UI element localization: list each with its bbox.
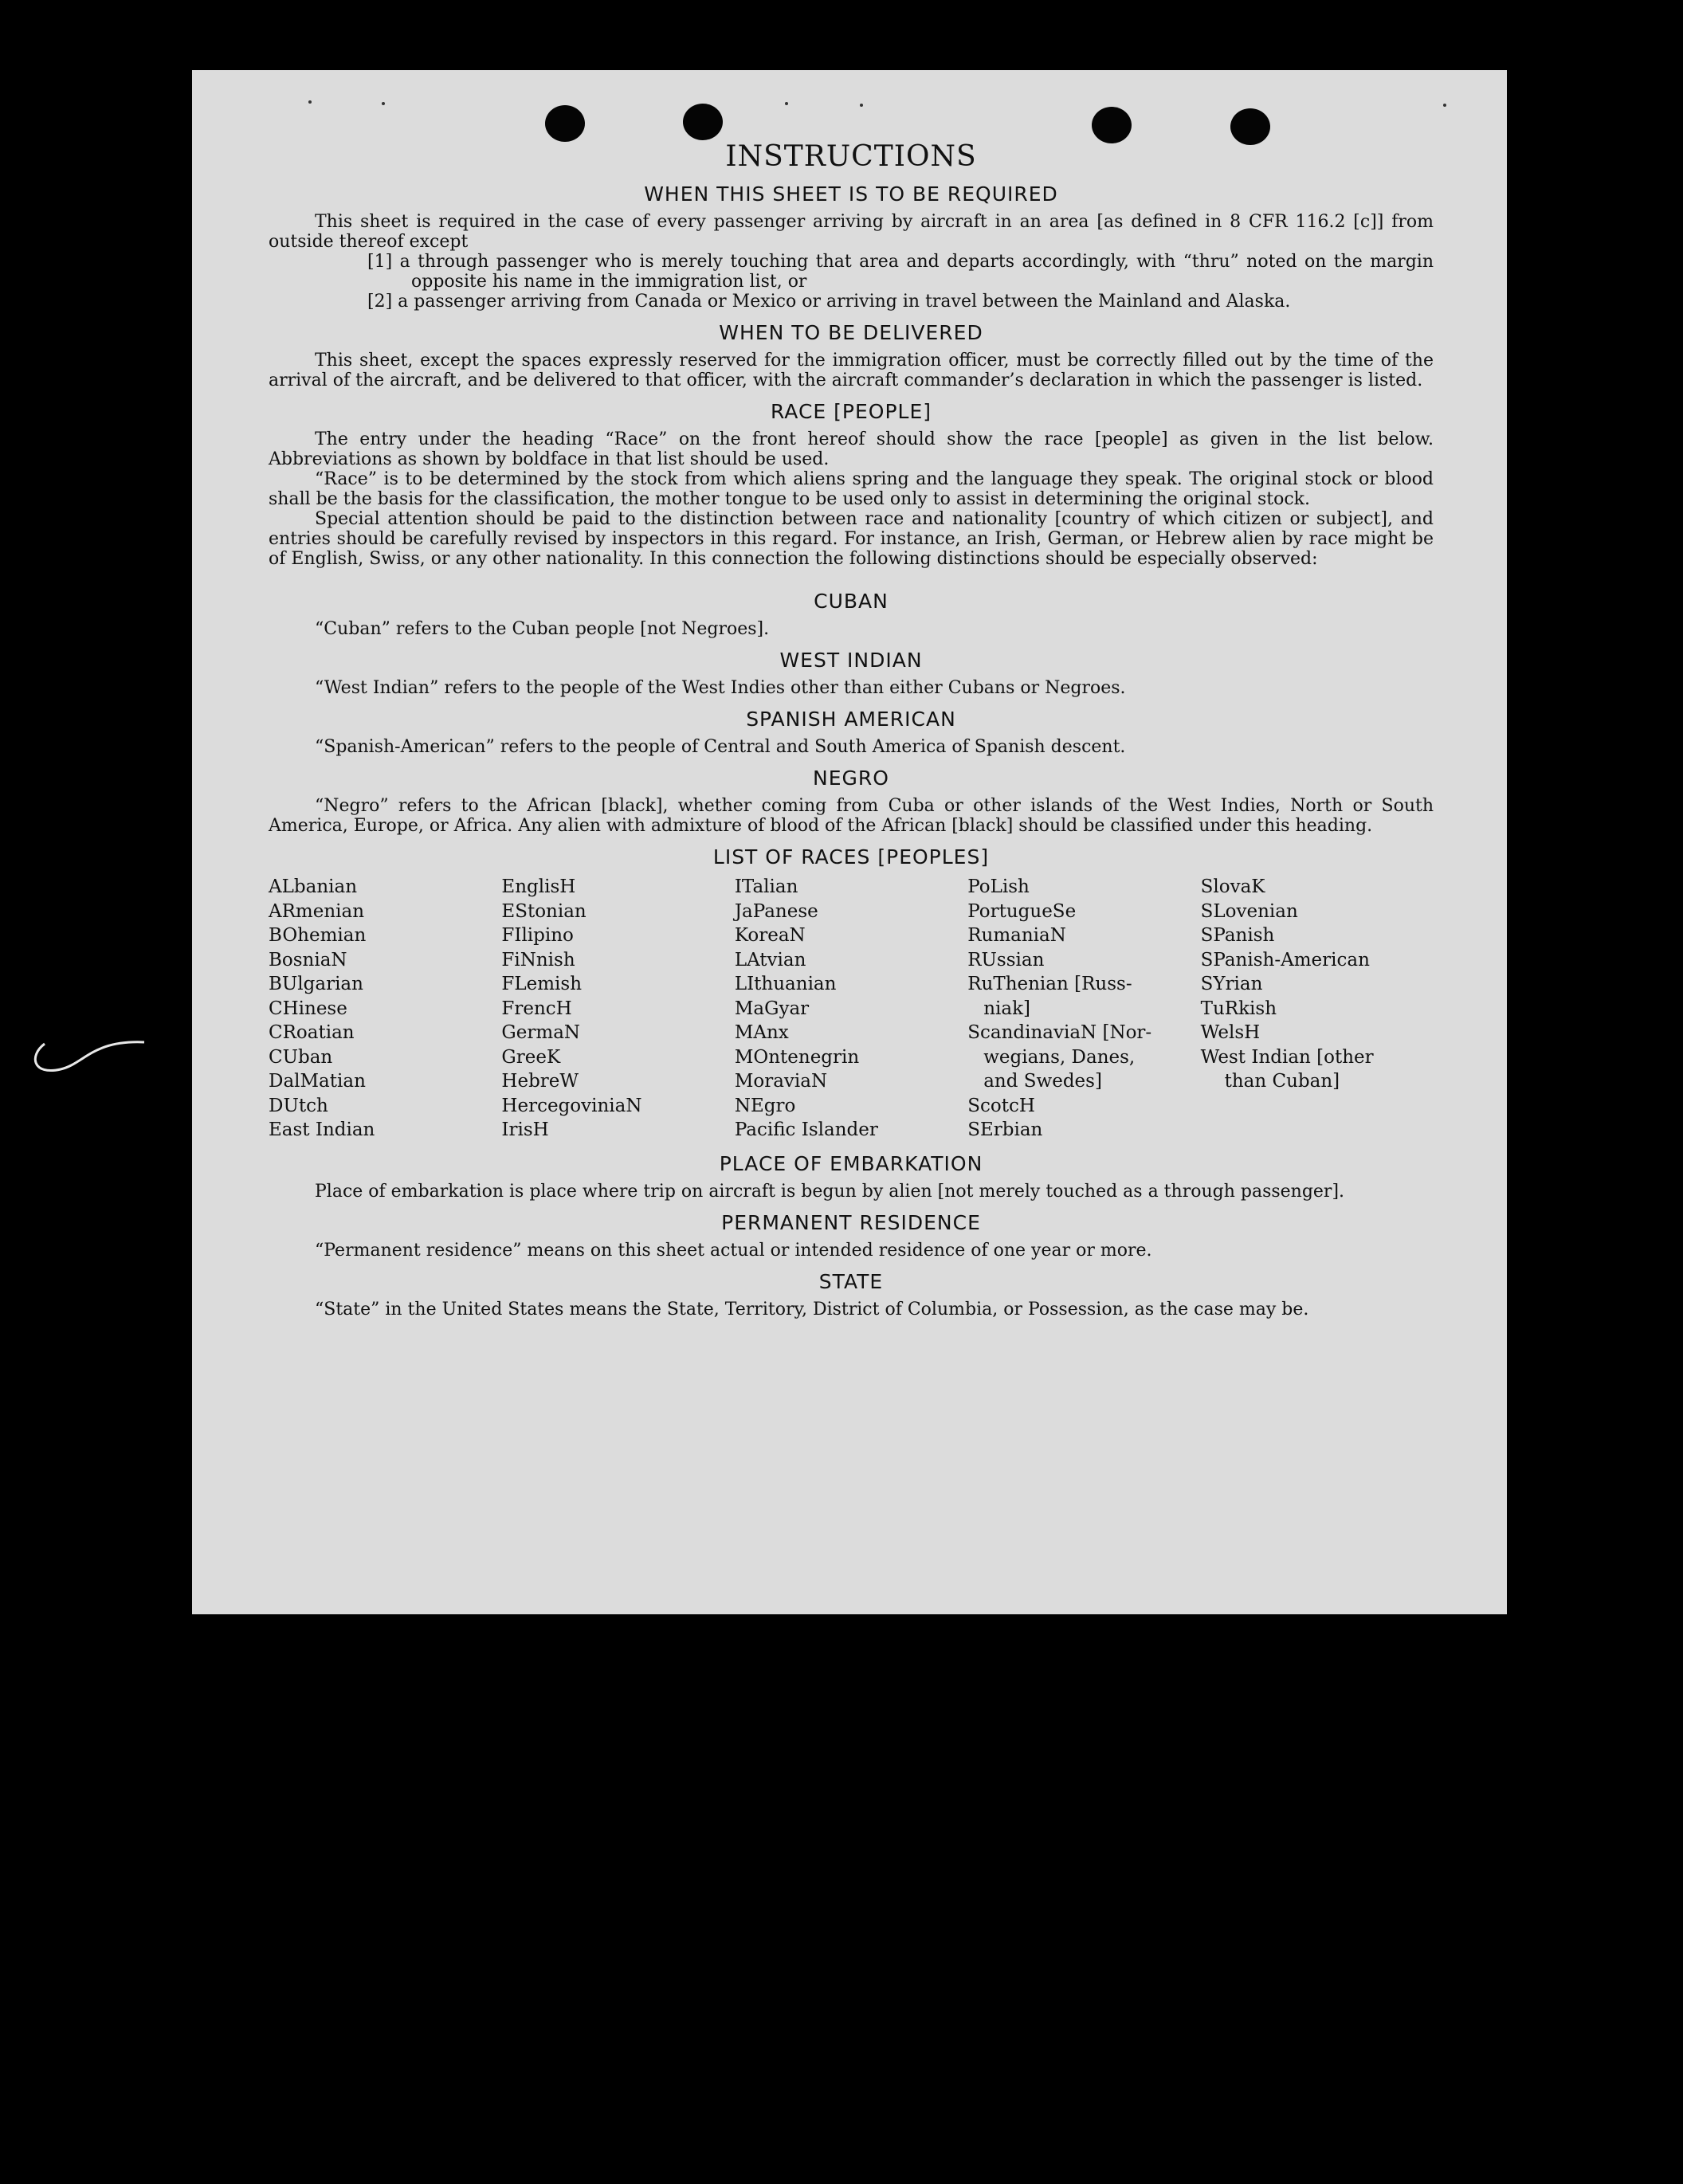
- race-entry: DUtch: [269, 1095, 328, 1116]
- race-entry: FIlipino: [501, 925, 574, 946]
- paragraph: The entry under the heading “Race” on the front hereof should show the race [people] as given in the list below. Abbreviations as shown by boldface in that list should be used.: [269, 429, 1434, 469]
- race-entry: BosniaN: [269, 949, 347, 970]
- race-entry: CHinese: [269, 998, 347, 1019]
- race-entry: ScandinaviaN [Nor-: [967, 1022, 1152, 1043]
- race-entry: EnglisH: [501, 876, 576, 897]
- race-entry: JaPanese: [734, 900, 818, 922]
- race-entry: SLovenian: [1200, 900, 1298, 922]
- page-title: INSTRUCTIONS: [725, 140, 977, 173]
- speck: [785, 102, 788, 105]
- section-heading-embarkation: PLACE OF EMBARKATION: [719, 1151, 983, 1175]
- races-column-3: [735, 875, 967, 1143]
- race-entry: MOntenegrin: [734, 1046, 860, 1068]
- section-heading-west-indian: WEST INDIAN: [779, 649, 923, 672]
- paragraph: “Negro” refers to the African [black], whether coming from Cuba or other islands of the West Indies, North or South America, Europe, or Africa. Any alien with admixture of blood of the African [black] should be classified under this heading.: [269, 796, 1434, 836]
- paragraph: “Race” is to be determined by the stock from which aliens spring and the language they speak. The original stock or blood shall be the basis for the classification, the mother tongue to be used only to assist in determining the original stock.: [269, 469, 1434, 509]
- race-entry: BUlgarian: [269, 974, 363, 994]
- section-heading-negro: NEGRO: [813, 767, 889, 790]
- race-entry-continued: wegians, Danes,: [983, 1046, 1136, 1068]
- races-list: [269, 875, 1434, 1143]
- race-entry: ScotcH: [967, 1095, 1035, 1116]
- races-column-5: [1201, 875, 1434, 1143]
- speck: [308, 100, 312, 104]
- instructions-content: [269, 140, 1434, 1319]
- speck: [1443, 104, 1446, 107]
- race-entry: DalMatian: [269, 1071, 366, 1092]
- punch-hole: [1092, 107, 1132, 143]
- race-entry: ALbanian: [269, 876, 358, 897]
- races-column-4: [967, 875, 1200, 1143]
- exception-item-1: [1] a through passenger who is merely touching that area and departs accordingly, with “thru” noted on the margin opposite his name in the immigration list, or: [367, 252, 1434, 292]
- section-heading-delivered: WHEN TO BE DELIVERED: [719, 321, 983, 344]
- race-entry: PoLish: [967, 876, 1030, 897]
- race-entry: FrencH: [501, 998, 572, 1019]
- races-column-2: [501, 875, 734, 1143]
- race-entry: LAtvian: [734, 949, 806, 970]
- race-entry: BOhemian: [269, 925, 367, 946]
- document-sheet: [192, 70, 1507, 1614]
- race-entry: SYrian: [1200, 974, 1263, 994]
- race-entry: RumaniaN: [967, 925, 1066, 946]
- race-entry: SPanish: [1200, 925, 1275, 946]
- paragraph: Place of embarkation is place where trip on aircraft is begun by alien [not merely touched as a through passenger].: [315, 1181, 1345, 1202]
- race-entry: MoraviaN: [734, 1071, 828, 1092]
- race-entry: PortugueSe: [967, 900, 1077, 922]
- section-heading-spanish-american: SPANISH AMERICAN: [746, 708, 956, 731]
- speck: [860, 104, 863, 107]
- race-entry: MaGyar: [734, 998, 810, 1019]
- race-entry-continued: and Swedes]: [983, 1071, 1102, 1092]
- paragraph: “Permanent residence” means on this sheet actual or intended residence of one year or more.: [315, 1240, 1152, 1261]
- paragraph: This sheet, except the spaces expressly reserved for the immigration officer, must be correctly filled out by the time of the arrival of the aircraft, and be delivered to that officer, with the aircraft commander’s declaration in which the passenger is listed.: [269, 351, 1434, 390]
- race-entry: NEgro: [734, 1095, 796, 1116]
- race-entry: HebreW: [501, 1071, 579, 1092]
- race-entry: East Indian: [269, 1119, 375, 1140]
- section-heading-state: STATE: [818, 1269, 884, 1293]
- race-entry: SErbian: [967, 1119, 1043, 1140]
- section-heading-race: RACE [PEOPLE]: [770, 400, 932, 423]
- paragraph: This sheet is required in the case of every passenger arriving by aircraft in an area [as defined in 8 CFR 116.2 [c]] from outside thereof except: [269, 212, 1434, 252]
- race-entry-continued: than Cuban]: [1224, 1071, 1340, 1092]
- race-entry: Pacific Islander: [734, 1119, 878, 1140]
- paragraph: “Cuban” refers to the Cuban people [not Negroes].: [315, 619, 770, 639]
- paragraph: Special attention should be paid to the distinction between race and nationality [country of which citizen or subject], and entries should be carefully revised by inspectors in this regard. For instance, an Irish, German, or Hebrew alien by race might be of English, Swiss, or any other nationality. In this connection the following distinctions should be especially observed:: [269, 509, 1434, 569]
- race-entry: ITalian: [734, 876, 798, 897]
- race-entry: EStonian: [501, 900, 586, 922]
- race-entry: SPanish-American: [1200, 949, 1370, 970]
- race-entry: FLemish: [501, 974, 583, 994]
- speck: [382, 102, 385, 105]
- exception-item-2: [2] a passenger arriving from Canada or Mexico or arriving in travel between the Mainland and Alaska.: [367, 292, 1291, 312]
- paragraph: “West Indian” refers to the people of the West Indies other than either Cubans or Negroes.: [315, 678, 1126, 698]
- punch-hole: [545, 105, 585, 142]
- section-heading-cuban: CUBAN: [814, 590, 889, 613]
- section-heading-residence: PERMANENT RESIDENCE: [721, 1210, 981, 1234]
- paragraph: “State” in the United States means the State, Territory, District of Columbia, or Possession, as the case may be.: [315, 1299, 1309, 1319]
- race-entry: KoreaN: [734, 925, 806, 946]
- race-entry: LIthuanian: [734, 974, 837, 994]
- race-entry: SlovaK: [1200, 876, 1265, 897]
- race-entry: MAnx: [734, 1022, 789, 1043]
- section-heading-required: WHEN THIS SHEET IS TO BE REQUIRED: [644, 182, 1058, 206]
- race-entry: FiNnish: [501, 949, 575, 970]
- punch-hole: [683, 104, 723, 140]
- paragraph: “Spanish-American” refers to the people of Central and South America of Spanish descent.: [315, 737, 1126, 757]
- race-entry: RUssian: [967, 949, 1045, 970]
- race-entry: IrisH: [501, 1119, 549, 1140]
- race-entry-continued: niak]: [983, 998, 1031, 1019]
- race-entry: ARmenian: [269, 900, 365, 922]
- race-entry: WelsH: [1200, 1022, 1261, 1043]
- race-entry: GreeK: [501, 1046, 561, 1068]
- race-entry: HercegoviniaN: [501, 1095, 642, 1116]
- race-entry: West Indian [other: [1200, 1046, 1374, 1068]
- races-column-1: [269, 875, 501, 1143]
- race-entry: RuThenian [Russ-: [967, 974, 1132, 994]
- race-entry: CRoatian: [269, 1022, 355, 1043]
- race-entry: TuRkish: [1200, 998, 1277, 1019]
- race-entry: CUban: [269, 1046, 333, 1068]
- race-entry: GermaN: [501, 1022, 581, 1043]
- section-heading-list-of-races: LIST OF RACES [PEOPLES]: [712, 845, 990, 869]
- stray-mark-icon: [29, 1036, 156, 1084]
